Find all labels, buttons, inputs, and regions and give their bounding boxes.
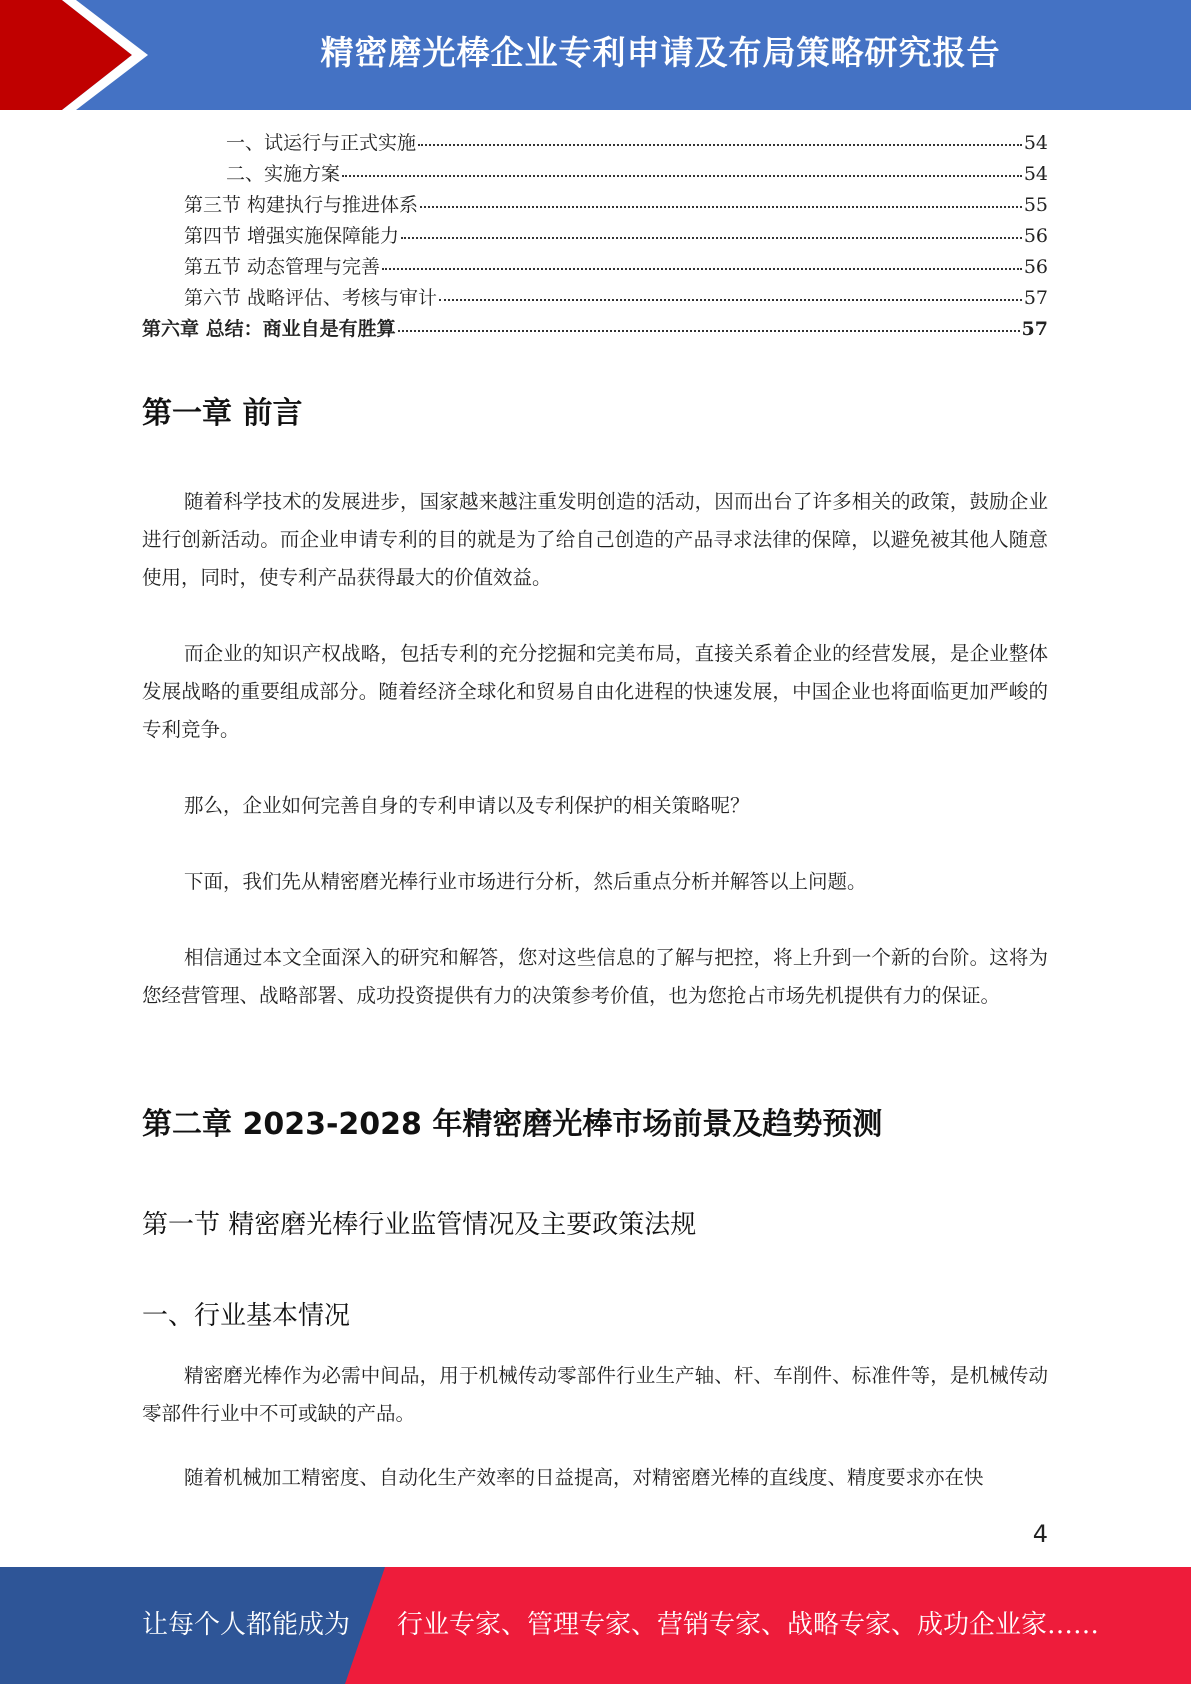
toc-entry-page: 57 [1023, 287, 1048, 309]
page-number: 4 [1032, 1520, 1048, 1548]
toc-dot-leader [439, 299, 1022, 301]
body-paragraph: 那么，企业如何完善自身的专利申请以及专利保护的相关策略呢？ [184, 794, 750, 817]
toc-entry[interactable] [142, 221, 1048, 252]
toc-entry-page: 56 [1023, 256, 1048, 278]
page-header [0, 0, 1191, 110]
toc-entry-page: 54 [1023, 132, 1048, 154]
toc-entry[interactable] [142, 159, 1048, 190]
subsection-heading: 一、行业基本情况 [142, 1301, 351, 1331]
toc-entry-page: 54 [1023, 163, 1048, 185]
toc-dot-leader [401, 237, 1022, 239]
body-paragraph: 下面，我们先从精密磨光棒行业市场进行分析，然后重点分析并解答以上问题。 [184, 870, 867, 893]
toc-dot-leader [342, 175, 1022, 177]
body-paragraph: 而企业的知识产权战略，包括专利的充分挖掘和完美布局，直接关系着企业的经营发展，是企业整体发展战略的重要组成部分。随着经济全球化和贸易自由化进程的快速发展，中国企业也将面临更加严峻的专利竞争。 [142, 642, 1048, 741]
toc-entry-label: 第五节 动态管理与完善 [184, 256, 381, 278]
page-footer [0, 1567, 1191, 1684]
toc-entry-label: 第四节 增强实施保障能力 [184, 225, 400, 247]
toc-entry[interactable] [142, 252, 1048, 283]
toc-entry-page: 57 [1021, 318, 1048, 340]
toc-entry-page: 55 [1023, 194, 1048, 216]
section-heading: 第一节 精密磨光棒行业监管情况及主要政策法规 [142, 1210, 697, 1240]
toc-entry[interactable] [142, 128, 1048, 159]
toc-entry[interactable] [142, 283, 1048, 314]
toc-entry[interactable] [142, 190, 1048, 221]
toc-entry-page: 56 [1023, 225, 1048, 247]
toc-entry-chapter[interactable] [142, 314, 1048, 345]
chapter-heading: 第一章 前言 [142, 396, 303, 431]
toc-dot-leader [418, 144, 1022, 146]
body-paragraph: 相信通过本文全面深入的研究和解答，您对这些信息的了解与把控，将上升到一个新的台阶。这将为您经营管理、战略部署、成功投资提供有力的决策参考价值，也为您抢占市场先机提供有力的保证。 [142, 946, 1048, 1007]
body-paragraph: 随着科学技术的发展进步，国家越来越注重发明创造的活动，因而出台了许多相关的政策，鼓励企业进行创新活动。而企业申请专利的目的就是为了给自己创造的产品寻求法律的保障，以避免被其他人随意使用，同时，使专利产品获得最大的价值效益。 [142, 490, 1048, 589]
body-paragraph: 随着机械加工精密度、自动化生产效率的日益提高，对精密磨光棒的直线度、精度要求亦在快 [184, 1466, 984, 1489]
toc-dot-leader [382, 268, 1022, 270]
footer-slogan-left: 让每个人都能成为 [142, 1610, 351, 1640]
toc-entry-label: 第六节 战略评估、考核与审计 [184, 287, 438, 309]
toc-dot-leader [420, 206, 1022, 208]
toc-dot-leader [398, 330, 1020, 332]
toc-entry-label: 二、实施方案 [226, 163, 341, 185]
toc-entry-label: 第三节 构建执行与推进体系 [184, 194, 419, 216]
table-of-contents [142, 128, 1048, 345]
body-paragraph: 精密磨光棒作为必需中间品，用于机械传动零部件行业生产轴、杆、车削件、标准件等，是机械传动零部件行业中不可或缺的产品。 [142, 1364, 1048, 1425]
chapter-heading: 第二章 2023-2028 年精密磨光棒市场前景及趋势预测 [142, 1107, 883, 1142]
footer-slogan-right: 行业专家、管理专家、营销专家、战略专家、成功企业家…… [397, 1610, 1100, 1640]
toc-entry-label: 第六章 总结：商业自是有胜算 [142, 318, 396, 340]
toc-entry-label: 一、试运行与正式实施 [226, 132, 417, 154]
report-title: 精密磨光棒企业专利申请及布局策略研究报告 [320, 33, 1001, 72]
